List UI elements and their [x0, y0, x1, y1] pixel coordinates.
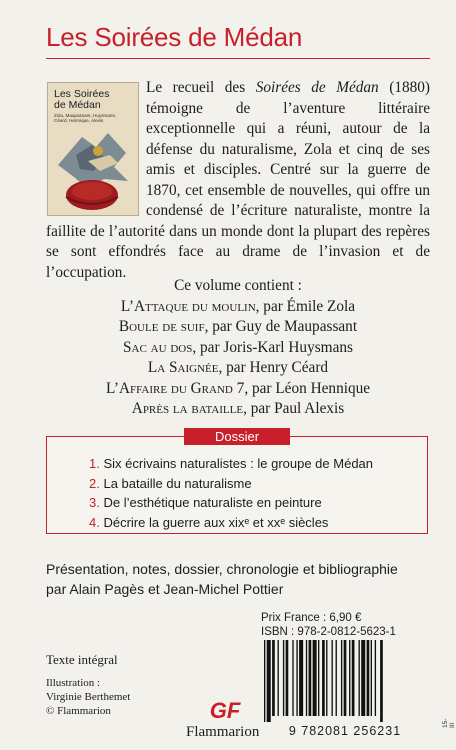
title-rule	[46, 58, 430, 59]
price-block	[261, 611, 396, 639]
thumbnail-title-line1: Les Soirées	[54, 88, 110, 100]
barcode-bar	[380, 640, 383, 722]
barcode-image	[260, 640, 430, 722]
blurb-paragraph	[46, 78, 430, 283]
dossier-item-number: 1.	[89, 456, 100, 471]
thumbnail-title-line2: de Médan	[54, 99, 101, 111]
barcode-bar	[336, 640, 337, 716]
barcode-bar	[264, 640, 265, 722]
price-label: Prix France : 6,90 €	[261, 612, 362, 624]
story-title: La Saignée	[147, 359, 219, 376]
dossier-label: Dossier	[184, 428, 290, 445]
book-title: Les Soirées de Médan	[46, 22, 303, 52]
barcode-bar	[332, 640, 333, 716]
gf-logo-text: GF	[209, 698, 241, 723]
barcode-bar	[306, 640, 307, 716]
barcode-bar	[375, 640, 376, 716]
contents-list	[46, 276, 430, 420]
barcode-bar	[341, 640, 342, 716]
copyright: © Flammarion	[46, 705, 111, 717]
illustrator-name: Virginie Berthemet	[46, 691, 131, 703]
dossier-item-number: 3.	[89, 495, 100, 510]
barcode-bar	[296, 640, 297, 716]
dossier-item	[89, 474, 373, 494]
story-author: , par Henry Céard	[218, 359, 329, 376]
dossier-item-text: Six écrivains naturalistes : le groupe de Médan	[103, 456, 374, 471]
publisher-name: Flammarion	[186, 724, 260, 740]
dossier-list	[89, 454, 373, 532]
story-author: , par Émile Zola	[255, 297, 356, 315]
contents-item	[46, 297, 430, 318]
story-author: , par Léon Hennique	[244, 379, 371, 397]
contents-item	[46, 379, 430, 400]
barcode-bar	[359, 640, 360, 716]
contents-item	[46, 338, 430, 359]
credits-line1: Présentation, notes, dossier, chronologie et bibliographie	[46, 561, 398, 577]
contents-item	[46, 358, 430, 379]
contents-intro: Ce volume contient :	[174, 277, 302, 294]
barcode-bar	[344, 640, 347, 716]
blurb-title-italic: Soirées de Médan	[255, 79, 379, 96]
story-author: , par Joris-Karl Huysmans	[192, 338, 353, 356]
gf-logo-icon	[206, 698, 244, 722]
barcode-bar	[371, 640, 372, 716]
texte-integral: Texte intégral	[46, 652, 118, 667]
barcode-number: 9 782081 256231	[288, 724, 402, 738]
thumbnail-authors: Zola, Maupassant, Huysmans, Céard, Hennique, Alexis	[54, 113, 117, 124]
dossier-item-text: De l’esthétique naturaliste en peinture	[103, 495, 322, 510]
dossier-box	[46, 429, 428, 534]
story-title: Après la bataille	[131, 400, 244, 417]
story-author: , par Guy de Maupassant	[204, 318, 358, 335]
barcode-bar	[309, 640, 312, 716]
barcode-bar	[286, 640, 289, 716]
story-title: Sac au dos	[123, 338, 193, 356]
barcode-bar	[283, 640, 284, 716]
side-code: 15-III	[442, 718, 456, 728]
story-title: L’Attaque du moulin	[120, 297, 256, 315]
story-author: , par Paul Alexis	[243, 400, 345, 417]
barcode-bar	[361, 640, 365, 716]
barcode-bar	[292, 640, 293, 716]
barcode-bar	[278, 640, 279, 716]
blurb-text-end: (1880) témoigne de l’aventure littéraire exceptionnelle qui a réuni, autour de la défense du naturalisme, Zola et cinq de ses amis et disciples. Centré sur la guerre de 1870, cet ensemble de nouvelles, qui offre un condensé de l’écriture naturaliste, montre la faillite de l’autorité dans un monde dont la plupart des repères se sont effondrés face au drame de l’invasion et de l’occupation.	[46, 79, 431, 281]
dossier-item-number: 2.	[89, 475, 100, 491]
barcode-bar	[322, 640, 325, 716]
barcode-bar	[299, 640, 303, 716]
contents-item	[46, 399, 430, 420]
barcode-bar	[367, 640, 370, 716]
dossier-item	[89, 454, 373, 474]
story-title: Boule de suif	[118, 318, 205, 335]
barcode-bar	[326, 640, 327, 716]
barcode-bar	[272, 640, 275, 716]
dossier-item	[89, 513, 373, 533]
credits	[46, 560, 436, 599]
dossier-item-number: 4.	[89, 514, 100, 530]
barcode-bar	[352, 640, 355, 716]
contents-item	[46, 317, 430, 338]
thumbnail-spacer	[46, 78, 146, 216]
blurb-text-start: Le recueil des	[146, 79, 256, 96]
dossier-item-text: Décrire la guerre aux xixᵉ et xxᵉ siècles	[103, 514, 329, 530]
dossier-item-text: La bataille du naturalisme	[103, 475, 252, 491]
isbn-label: ISBN : 978-2-0812-5623-1	[261, 626, 396, 638]
barcode-bar	[313, 640, 317, 716]
illustration-label: Illustration :	[46, 677, 101, 689]
barcode-bar	[349, 640, 350, 716]
barcode-bar	[318, 640, 319, 716]
credits-line2: par Alain Pagès et Jean-Michel Pottier	[46, 580, 284, 597]
barcode-bar	[267, 640, 271, 722]
story-title: L’Affaire du Grand 7	[105, 379, 245, 397]
illustration-credit	[46, 676, 130, 718]
dossier-item	[89, 493, 373, 513]
